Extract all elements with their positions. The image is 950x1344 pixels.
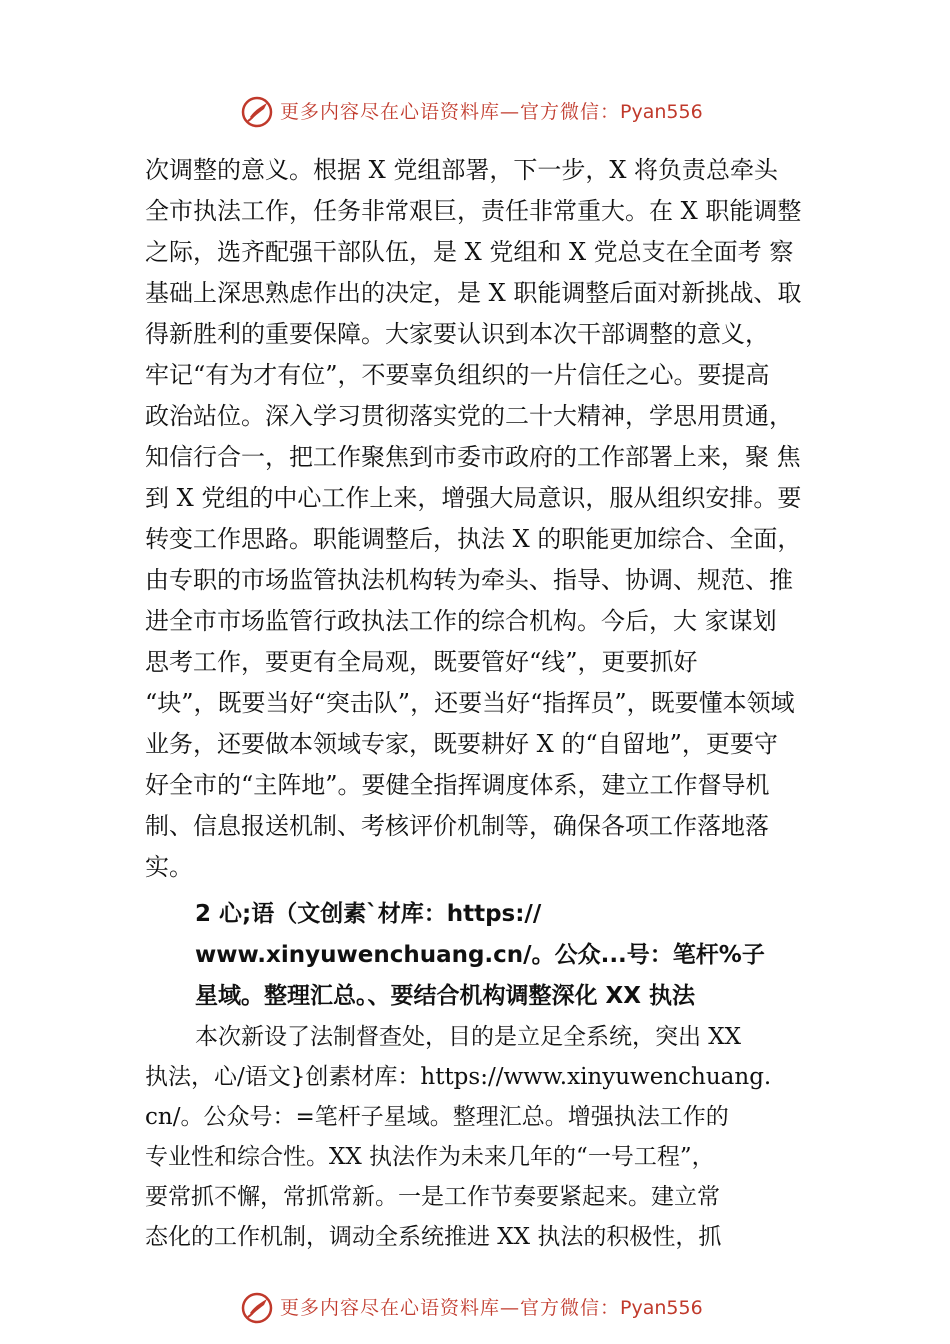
text-line: 执法，心/语文}创素材库：https://www.xinyuwenchuang. xyxy=(145,1064,772,1090)
paragraph-1 xyxy=(145,150,845,888)
heading-line: www.xinyuwenchuang.cn/。公众...号：笔杆%子 xyxy=(195,942,765,968)
watermark-text: 更多内容尽在心语资料库—官方微信：Pyan556 xyxy=(280,1297,703,1319)
watermark-banner-top xyxy=(0,93,950,133)
text-line: 得新胜利的重要保障。大家要认识到本次干部调整的意义， xyxy=(145,320,769,348)
wechat-id: Pyan556 xyxy=(620,1297,703,1319)
text-line: 之际，选齐配强干部队伍，是 X 党组和 X 党总支在全面考 察 xyxy=(145,238,794,266)
text-line: 由专职的市场监管执法机构转为牵头、指导、协调、规范、推 xyxy=(145,566,793,594)
text-line: 全市执法工作，任务非常艰巨，责任非常重大。在 X 职能调整 xyxy=(145,197,802,225)
document-body xyxy=(145,150,845,1257)
text-line: 要常抓不懈，常抓常新。一是工作节奏要紧起来。建立常 xyxy=(145,1184,720,1210)
watermark-banner-bottom xyxy=(0,1289,950,1329)
text-line: 专业性和综合性。XX 执法作为未来几年的“一号工程”， xyxy=(145,1144,715,1170)
text-line: 牢记“有为才有位”，不要辜负组织的一片信任之心。要提高 xyxy=(145,361,770,389)
wechat-id: Pyan556 xyxy=(620,101,703,123)
text-line: 次调整的意义。根据 X 党组部署，下一步，X 将负责总牵头 xyxy=(145,156,779,184)
watermark-text: 更多内容尽在心语资料库—官方微信：Pyan556 xyxy=(280,101,703,123)
text-line: 本次新设了法制督查处，目的是立足全系统，突出 XX xyxy=(195,1024,742,1050)
brush-logo-icon xyxy=(240,1291,274,1325)
heading-line: 2 心;语（文创素`材库：https:// xyxy=(195,901,542,927)
text-line: 进全市市场监管行政执法工作的综合机构。今后，大 家谋划 xyxy=(145,607,777,635)
text-line: 政治站位。深入学习贯彻落实党的二十大精神，学思用贯通， xyxy=(145,402,793,430)
text-line: 业务，还要做本领域专家，既要耕好 X 的“自留地”，更要守 xyxy=(145,730,778,758)
text-line: 知信行合一，把工作聚焦到市委市政府的工作部署上来，聚 焦 xyxy=(145,443,801,471)
heading-line: 星域。整理汇总。、要结合机构调整深化 XX 执法 xyxy=(195,983,695,1009)
text-line: 好全市的“主阵地”。要健全指挥调度体系，建立工作督导机 xyxy=(145,771,770,799)
section-heading xyxy=(145,894,845,1017)
text-line: 态化的工作机制，调动全系统推进 XX 执法的积极性，抓 xyxy=(145,1224,722,1250)
brush-logo-icon xyxy=(240,95,274,129)
text-line: 到 X 党组的中心工作上来，增强大局意识，服从组织安排。要 xyxy=(145,484,802,512)
text-line: 制、信息报送机制、考核评价机制等，确保各项工作落地落 xyxy=(145,812,769,840)
text-line: 实。 xyxy=(145,853,193,881)
text-line: 基础上深思熟虑作出的决定，是 X 职能调整后面对新挑战、取 xyxy=(145,279,802,307)
paragraph-2 xyxy=(145,1017,845,1257)
text-line: “块”，既要当好“突击队”，还要当好“指挥员”，既要懂本领域 xyxy=(145,689,795,717)
text-line: cn/。公众号：=笔杆子星域。整理汇总。增强执法工作的 xyxy=(145,1104,729,1130)
text-line: 思考工作，要更有全局观，既要管好“线”，更要抓好 xyxy=(145,648,698,676)
text-line: 转变工作思路。职能调整后，执法 X 的职能更加综合、全面， xyxy=(145,525,802,553)
